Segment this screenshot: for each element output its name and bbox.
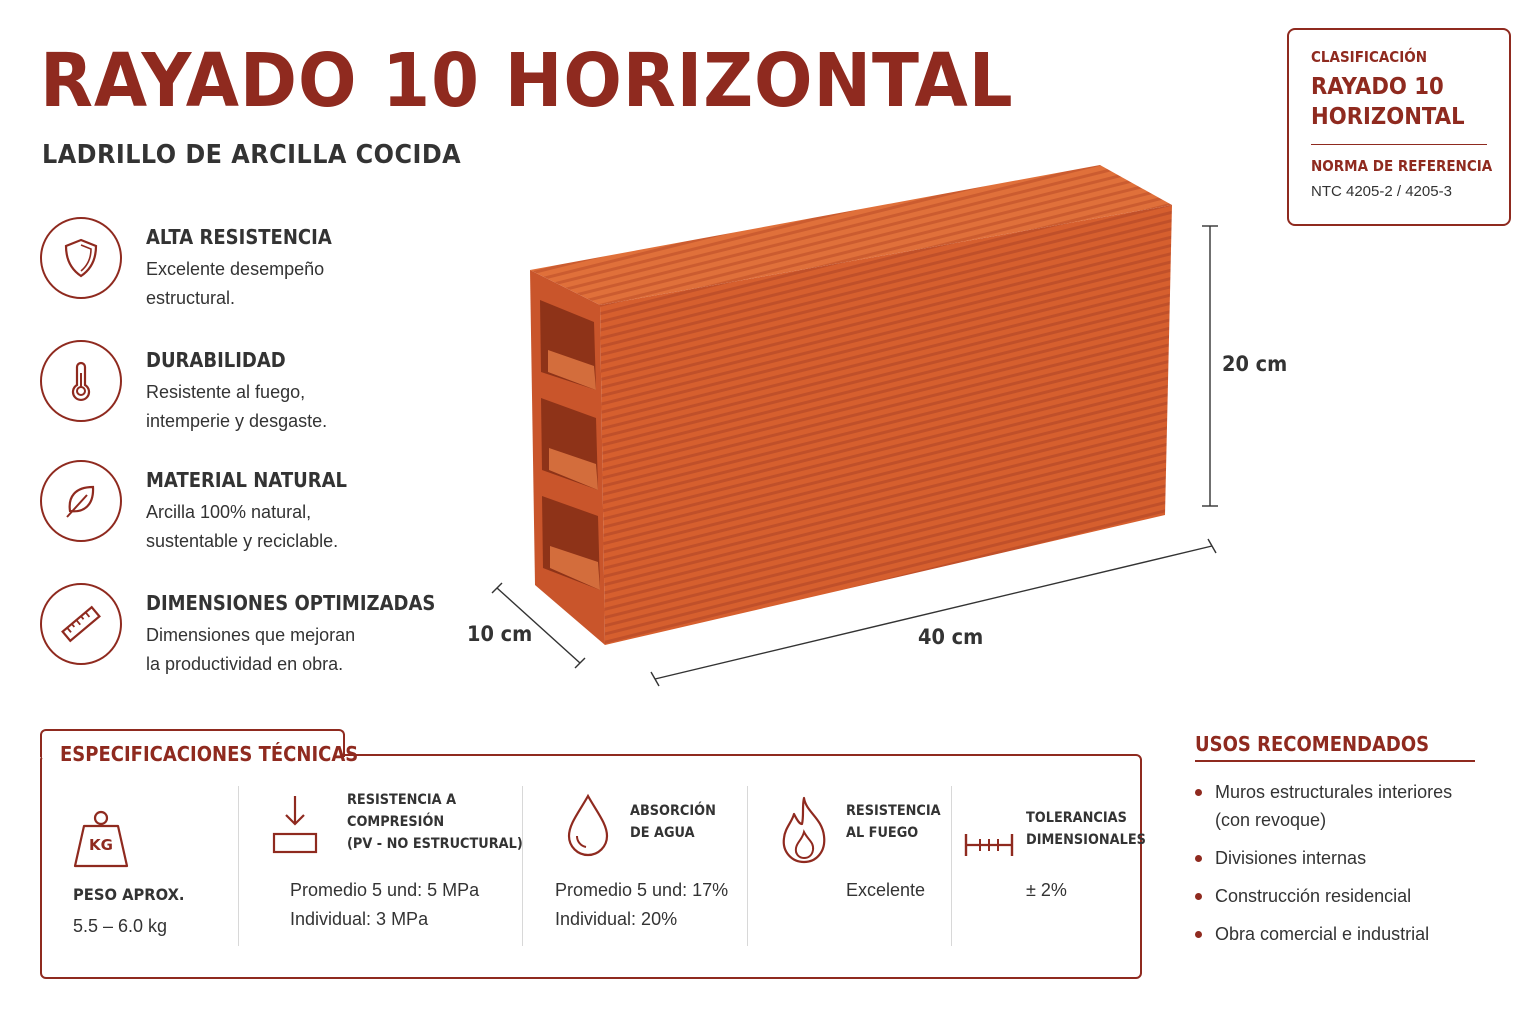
specs-divider xyxy=(747,786,748,946)
feature-dimensiones-optimizadas xyxy=(40,583,460,673)
tolerance-icon xyxy=(964,830,1014,860)
usos-item-line1: Divisiones internas xyxy=(1215,848,1367,868)
feature-title: DIMENSIONES OPTIMIZADAS xyxy=(146,591,436,615)
list-item xyxy=(1195,882,1495,910)
feature-description-line1: Excelente desempeño xyxy=(146,259,325,279)
page-title: RAYADO 10 HORIZONTAL xyxy=(40,38,1014,124)
norm-label: NORMA DE REFERENCIA xyxy=(1311,157,1493,175)
feature-description xyxy=(146,378,446,436)
feature-title: ALTA RESISTENCIA xyxy=(146,225,332,249)
fire-value: Excelente xyxy=(846,880,926,900)
feature-description-line1: Arcilla 100% natural, xyxy=(146,502,312,522)
feature-icon-circle xyxy=(40,460,122,542)
specs-panel xyxy=(40,754,1142,979)
compression-icon xyxy=(270,794,320,856)
feature-icon-circle xyxy=(40,217,122,299)
fire-label xyxy=(846,800,941,844)
width-dimension-label: 10 cm xyxy=(467,622,533,646)
feature-description-line2: estructural. xyxy=(146,288,236,308)
classification-value-line1: RAYADO 10 xyxy=(1311,74,1444,100)
feature-description xyxy=(146,498,446,556)
list-item xyxy=(1195,920,1495,948)
compression-label xyxy=(347,789,523,855)
feature-description xyxy=(146,255,446,313)
bullet-icon xyxy=(1195,789,1202,796)
absorption-label-line2: DE AGUA xyxy=(630,825,695,841)
usos-list xyxy=(1195,778,1495,958)
feature-material-natural xyxy=(40,460,460,550)
classification-value xyxy=(1311,72,1473,132)
specs-title: ESPECIFICACIONES TÉCNICAS xyxy=(60,742,359,766)
usos-title: USOS RECOMENDADOS xyxy=(1195,732,1430,756)
brick-illustration xyxy=(440,150,1240,710)
feature-alta-resistencia xyxy=(40,217,460,307)
weight-label: PESO APROX. xyxy=(73,885,185,904)
usos-item-line1: Muros estructurales interiores xyxy=(1215,782,1453,802)
fire-label-line2: AL FUEGO xyxy=(846,825,919,841)
feature-icon-circle xyxy=(40,340,122,422)
page-subtitle: LADRILLO DE ARCILLA COCIDA xyxy=(42,140,462,170)
tolerance-label xyxy=(1026,807,1146,851)
compression-label-line1: RESISTENCIA A xyxy=(347,792,457,808)
weight-value: 5.5 – 6.0 kg xyxy=(73,916,168,936)
feature-description xyxy=(146,621,446,679)
absorption-value-line1: Promedio 5 und: 17% xyxy=(555,880,729,900)
shield-icon xyxy=(59,236,103,280)
feature-durabilidad xyxy=(40,340,460,430)
height-dimension-label: 20 cm xyxy=(1222,352,1288,376)
bullet-icon xyxy=(1195,855,1202,862)
usos-item-line2: (con revoque) xyxy=(1215,810,1327,830)
absorption-value-line2: Individual: 20% xyxy=(555,909,678,929)
usos-item-line1: Obra comercial e industrial xyxy=(1215,924,1430,944)
compression-value xyxy=(290,876,479,934)
classification-box xyxy=(1287,28,1511,226)
list-item xyxy=(1195,778,1495,834)
flame-icon xyxy=(776,794,832,864)
usos-item-line1: Construcción residencial xyxy=(1215,886,1412,906)
specs-divider xyxy=(951,786,952,946)
classification-value-line2: HORIZONTAL xyxy=(1311,104,1465,130)
classification-divider xyxy=(1311,144,1487,145)
absorption-label-line1: ABSORCIÓN xyxy=(630,803,716,819)
feature-description-line1: Dimensiones que mejoran xyxy=(146,625,356,645)
bullet-icon xyxy=(1195,931,1202,938)
tolerance-value: ± 2% xyxy=(1026,880,1067,900)
compression-value-line1: Promedio 5 und: 5 MPa xyxy=(290,880,480,900)
leaf-icon xyxy=(59,479,103,523)
feature-title: DURABILIDAD xyxy=(146,348,286,372)
fire-label-line1: RESISTENCIA xyxy=(846,803,941,819)
compression-label-line3: (PV - NO ESTRUCTURAL) xyxy=(347,836,523,852)
norm-value: NTC 4205-2 / 4205-3 xyxy=(1311,183,1452,200)
thermometer-icon xyxy=(59,359,103,403)
specs-divider xyxy=(238,786,239,946)
compression-value-line2: Individual: 3 MPa xyxy=(290,909,429,929)
classification-label: CLASIFICACIÓN xyxy=(1311,48,1428,66)
length-dimension-label: 40 cm xyxy=(918,625,984,649)
usos-divider xyxy=(1195,760,1475,762)
tolerance-label-line1: TOLERANCIAS xyxy=(1026,810,1127,826)
feature-description-line2: intemperie y desgaste. xyxy=(146,411,328,431)
bullet-icon xyxy=(1195,893,1202,900)
ruler-icon xyxy=(58,601,104,647)
absorption-label xyxy=(630,800,716,844)
tolerance-label-line2: DIMENSIONALES xyxy=(1026,832,1146,848)
list-item xyxy=(1195,844,1495,872)
feature-title: MATERIAL NATURAL xyxy=(146,468,348,492)
absorption-value xyxy=(555,876,728,934)
feature-description-line2: sustentable y reciclable. xyxy=(146,531,339,551)
water-drop-icon xyxy=(563,792,613,858)
feature-description-line2: la productividad en obra. xyxy=(146,654,344,674)
feature-icon-circle xyxy=(40,583,122,665)
compression-label-line2: COMPRESIÓN xyxy=(347,814,445,830)
feature-description-line1: Resistente al fuego, xyxy=(146,382,306,402)
weight-icon-text: KG xyxy=(89,836,113,854)
